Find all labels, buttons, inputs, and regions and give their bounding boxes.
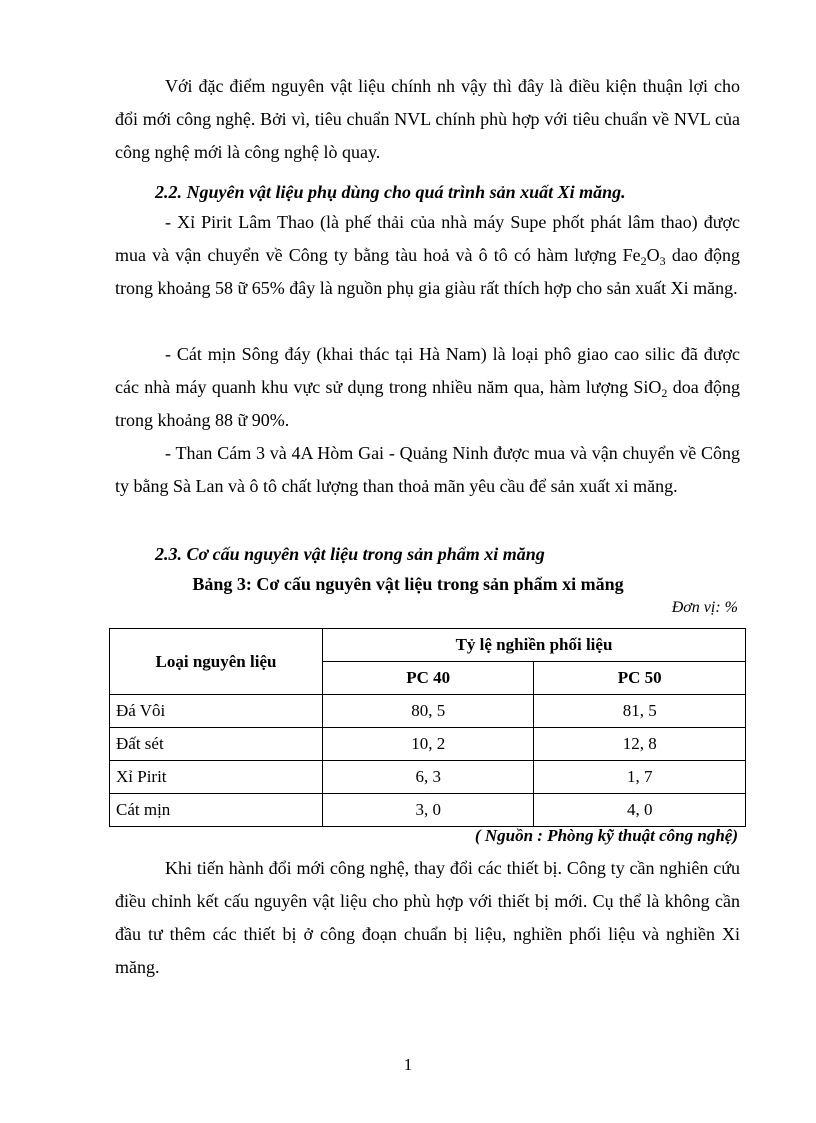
row-material-name: Xỉ Pirit [110, 761, 323, 794]
fe2o3-subscript-2: 2 [640, 254, 647, 268]
row-pc40-value: 6, 3 [323, 761, 534, 794]
row-material-name: Đất sét [110, 728, 323, 761]
section-2-3-heading: 2.3. Cơ cấu nguyên vật liệu trong sản phẩm xi măng [155, 544, 545, 564]
item-cat-min-text-a: - Cát mịn Sông đáy (khai thác tại Hà Nam) là loại phô giao cao silic đã được các nhà máy quanh khu vực sử dụng trong nhiều năm qua, hàm lượng SiO [115, 344, 740, 397]
item-xi-pirit-text-a: - Xỉ Pirit Lâm Thao (là phế thải của nhà máy Supe phốt phát lâm thao) được mua và vận chuyển về Công ty bằng tàu hoả và ô tô có hàm lượng Fe [115, 212, 740, 265]
table-unit: Đơn vị: % [671, 599, 738, 616]
row-pc40-value: 80, 5 [323, 695, 534, 728]
conclusion-paragraph: Khi tiến hành đổi mới công nghệ, thay đổi các thiết bị. Công ty cần nghiên cứu điều chỉnh kết cấu nguyên vật liệu cho phù hợp với thiết bị mới. Cụ thể là không cần đầu tư thêm các thiết bị ở công đoạn chuẩn bị liệu, nghiền phối liệu và nghiền Xi măng. [115, 858, 740, 977]
header-pc50: PC 50 [534, 662, 746, 695]
fe2o3-subscript-3: 3 [659, 254, 666, 268]
header-pc40: PC 40 [323, 662, 534, 695]
row-pc50-value: 12, 8 [534, 728, 746, 761]
fe2o3-oxygen: O [646, 245, 660, 265]
table-row [110, 794, 746, 827]
material-structure-table [109, 628, 746, 827]
item-than-cam-paragraph: - Than Cám 3 và 4A Hòm Gai - Quảng Ninh được mua và vận chuyển về Công ty bằng Sà Lan và ô tô chất lượng than thoả mãn yêu cầu để sản xuất xi măng. [115, 443, 740, 496]
item-xi-pirit-paragraph [115, 206, 740, 305]
table-caption: Bảng 3: Cơ cấu nguyên vật liệu trong sản phẩm xi măng [192, 574, 624, 594]
page-number: 1 [403, 1055, 413, 1074]
row-pc50-value: 81, 5 [534, 695, 746, 728]
intro-paragraph: Với đặc điểm nguyên vật liệu chính nh vậy thì đây là điều kiện thuận lợi cho đổi mới công nghệ. Bởi vì, tiêu chuẩn NVL chính phù hợp với tiêu chuẩn về NVL của công nghệ mới là công nghệ lò quay. [115, 76, 740, 162]
table-row [110, 728, 746, 761]
sio2-subscript: 2 [661, 386, 668, 400]
row-pc40-value: 10, 2 [323, 728, 534, 761]
header-material: Loại nguyên liệu [110, 629, 323, 695]
row-pc40-value: 3, 0 [323, 794, 534, 827]
row-pc50-value: 4, 0 [534, 794, 746, 827]
table-source: ( Nguồn : Phòng kỹ thuật công nghệ) [474, 826, 738, 845]
item-cat-min-paragraph [115, 338, 740, 437]
table-row [110, 761, 746, 794]
item-xi-pirit-text-b: dao động trong khoảng 58 ữ 65% đây là nguồn phụ gia giàu rất thích hợp cho sản xuất Xi măng. [115, 245, 740, 298]
section-2-2-heading: 2.2. Nguyên vật liệu phụ dùng cho quá trình sản xuất Xi măng. [155, 182, 626, 202]
row-material-name: Đá Vôi [110, 695, 323, 728]
row-material-name: Cát mịn [110, 794, 323, 827]
row-pc50-value: 1, 7 [534, 761, 746, 794]
table-row [110, 695, 746, 728]
item-cat-min-text-b: doa động trong khoảng 88 ữ 90%. [115, 377, 740, 430]
header-grinding-ratio: Tỷ lệ nghiền phối liệu [323, 629, 746, 662]
